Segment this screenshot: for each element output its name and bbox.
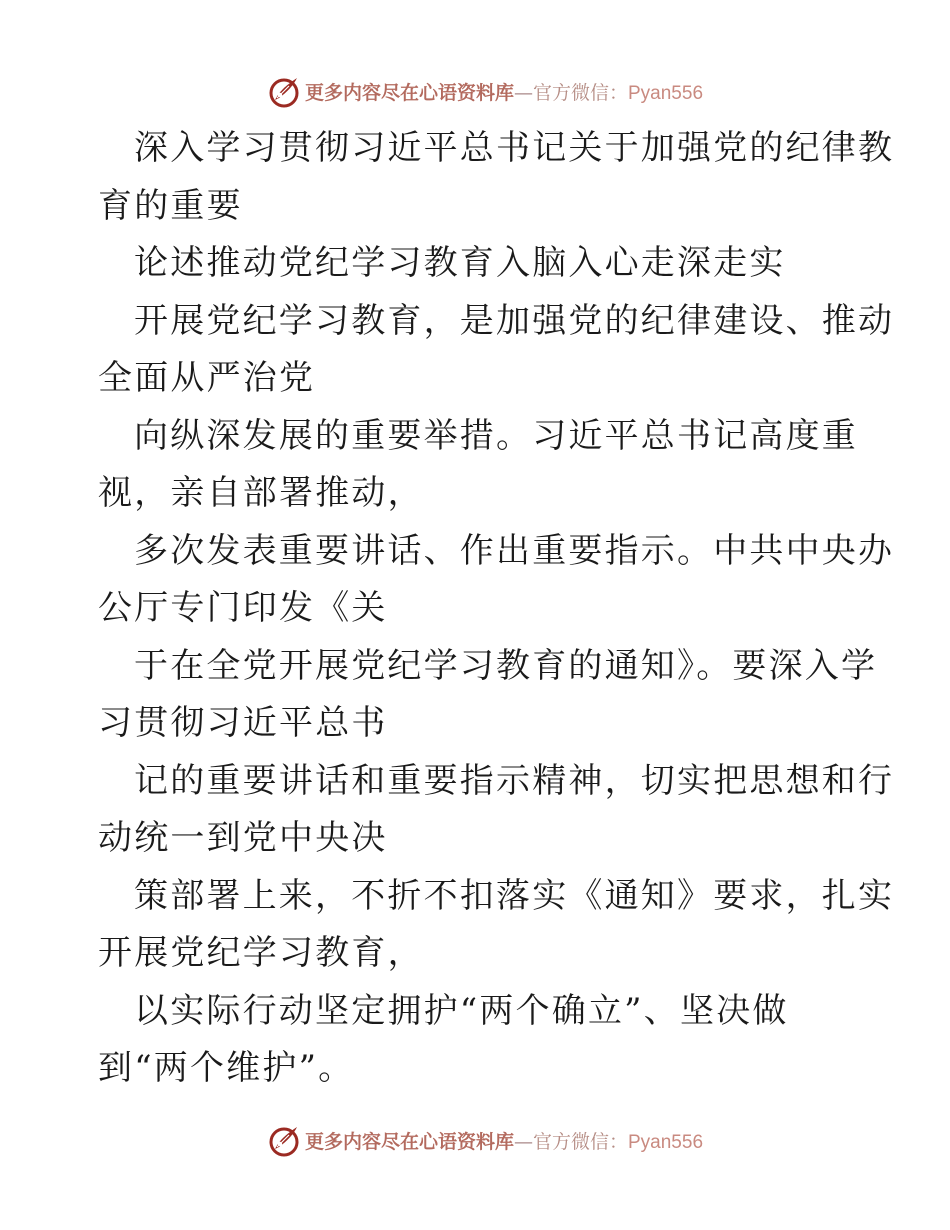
body-line: 开展党纪学习教育，是加强党的纪律建设、推动 [134, 300, 895, 341]
quill-pen-logo-icon [267, 1123, 301, 1157]
footer-wechat-id: Pyan556 [628, 1131, 704, 1153]
document-body [98, 120, 895, 1098]
header-separator: — [513, 81, 533, 104]
footer-banner [0, 1120, 950, 1160]
footer-separator: — [513, 1130, 533, 1153]
body-line: 向纵深发展的重要举措。习近平总书记高度重 [134, 415, 858, 456]
body-line: 记的重要讲话和重要指示精神，切实把思想和行 [134, 760, 895, 801]
body-line: 开展党纪学习教育， [98, 933, 424, 973]
body-line: 多次发表重要讲话、作出重要指示。中共中央办 [134, 530, 895, 571]
header-banner-content [267, 74, 703, 108]
body-line: 策部署上来，不折不扣落实《通知》要求，扎实 [134, 875, 895, 916]
body-line: 习贯彻习近平总书 [98, 703, 388, 743]
header-wechat-label: 官方微信： [532, 81, 628, 104]
quill-pen-logo-icon [267, 74, 301, 108]
body-line: 视，亲自部署推动， [98, 473, 424, 513]
body-line: 以实际行动坚定拥护“两个确立”、坚决做 [134, 990, 789, 1031]
body-line: 论述推动党纪学习教育入脑入心走深走实 [134, 243, 786, 283]
body-line: 到“两个维护”。 [98, 1048, 355, 1088]
footer-brand-text: 更多内容尽在心语资料库 [304, 1130, 514, 1153]
body-line: 深入学习贯彻习近平总书记关于加强党的纪律教 [134, 128, 895, 168]
body-line: 于在全党开展党纪学习教育的通知》。要深入学 [134, 645, 878, 686]
body-line: 育的重要 [98, 185, 243, 226]
footer-banner-content [267, 1123, 703, 1157]
footer-banner-text [305, 1127, 703, 1154]
body-line: 动统一到党中央决 [98, 818, 388, 858]
header-banner [0, 71, 950, 111]
header-banner-text [305, 78, 703, 105]
header-wechat-id: Pyan556 [628, 82, 704, 104]
header-brand-text: 更多内容尽在心语资料库 [304, 81, 514, 104]
footer-wechat-label: 官方微信： [532, 1130, 628, 1153]
body-line: 公厅专门印发《关 [98, 588, 388, 628]
body-line: 全面从严治党 [98, 358, 316, 398]
